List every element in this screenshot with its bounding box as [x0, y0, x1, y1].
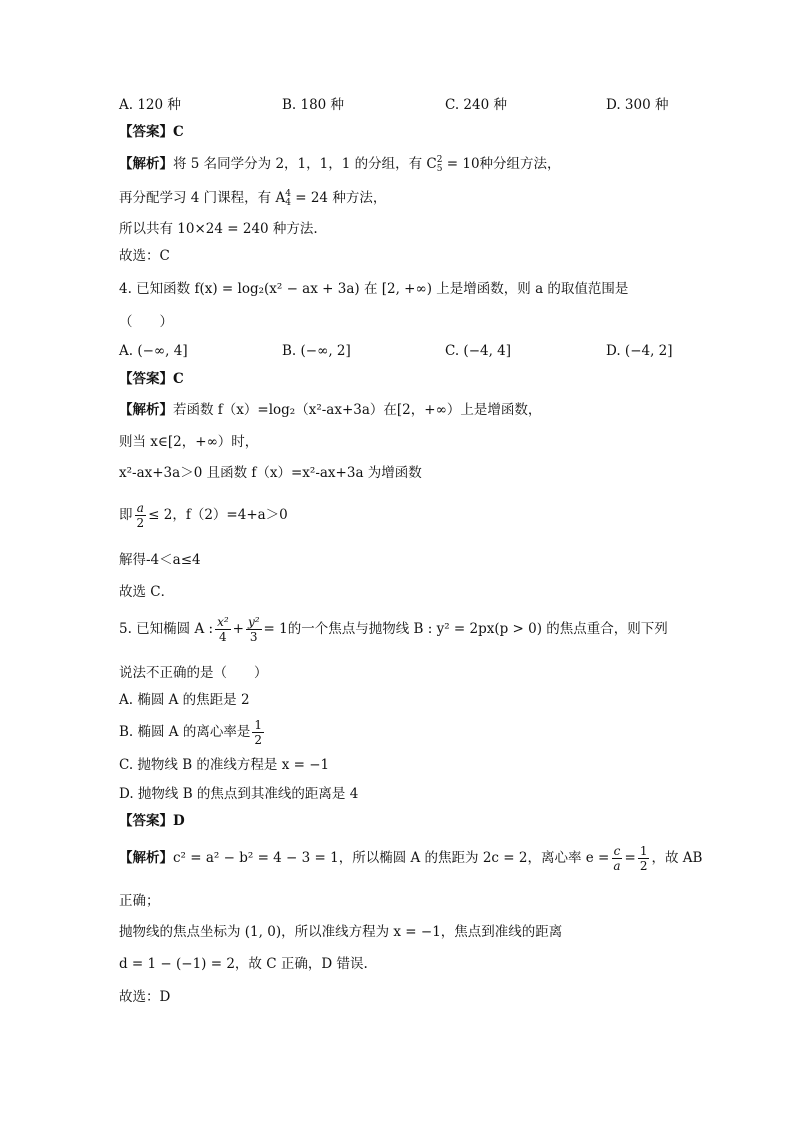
q5-analysis-line-3: 抛物线的焦点坐标为 (1, 0)，所以准线方程为 x = −1，焦点到准线的距离 [119, 924, 563, 940]
q4-fraction [135, 501, 147, 530]
q5-answer: 【答案】D [119, 813, 185, 829]
q5-analysis-line-2: 正确； [119, 893, 160, 909]
q5-fraction-e-num: c [613, 844, 621, 858]
q4-analysis-label: 【解析】 [119, 402, 173, 418]
q4-fraction-den: 2 [136, 516, 145, 530]
q5-fraction-half [638, 844, 650, 873]
q5-analysis-line-1 [119, 843, 702, 873]
q5-option-b-num: 1 [254, 718, 262, 732]
q4-analysis-line-4 [119, 500, 288, 530]
q4-option-b: B. (−∞, 2] [282, 343, 351, 359]
q4-fraction-num: a [136, 501, 144, 515]
q3-comb-sup: 2 [436, 154, 443, 165]
q5-option-b [119, 717, 266, 747]
q5-fraction-half-den: 2 [639, 859, 648, 873]
q4-analysis-text-1: 若函数 f（x）=log₂（x²-ax+3a）在[2，+∞）上是增函数， [173, 402, 542, 418]
q3-option-a: A. 120 种 [119, 97, 181, 113]
q5-option-d: D. 抛物线 B 的焦点到其准线的距离是 4 [119, 786, 359, 802]
q5-fraction-y-num: y² [247, 615, 260, 629]
q3-perm-sup: 4 [285, 188, 291, 199]
q5-option-c: C. 抛物线 B 的准线方程是 x = −1 [119, 757, 330, 773]
q3-conclusion: 故选：C [119, 248, 170, 264]
q5-fraction-e [611, 844, 622, 873]
q5-analysis-line-4: d = 1 − (−1) = 2，故 C 正确，D 错误. [119, 956, 368, 972]
q5-conclusion: 故选：D [119, 989, 171, 1005]
q5-option-b-den: 2 [254, 733, 262, 747]
q4-analysis-4-post: ≤ 2，f（2）=4+a＞0 [148, 507, 288, 523]
q3-analysis-line-2 [119, 189, 386, 208]
q3-analysis-line-1 [119, 155, 561, 174]
q5-fraction-y-den: 3 [249, 630, 258, 644]
q5-option-b-pre: B. 椭圆 A 的离心率是 [119, 724, 251, 740]
q4-analysis-4-pre: 即 [119, 507, 133, 523]
q3-analysis-tail-2: = 24 种方法， [290, 190, 387, 206]
q5-fraction-y [246, 615, 262, 644]
q5-analysis-1-pre: c² = a² − b² = 4 − 3 = 1，所以椭圆 A 的焦距为 2c = 2，离心率 e = [173, 850, 610, 866]
q3-perm-sub: 4 [285, 197, 291, 208]
q5-stem-pre: 5. 已知椭圆 A : [119, 621, 214, 637]
q5-stem-post: = 1的一个焦点与抛物线 B : y² = 2px(p > 0) 的焦点重合，则下列 [263, 621, 668, 637]
q3-option-d: D. 300 种 [606, 97, 669, 113]
q4-option-c: C. (−4, 4] [445, 343, 512, 359]
q5-analysis-1-post: ，故 AB [651, 850, 703, 866]
q4-analysis-line-1 [119, 401, 541, 419]
q3-answer: 【答案】C [119, 124, 184, 140]
q3-analysis-label: 【解析】 [119, 156, 173, 172]
q3-analysis-tail-1: = 10种分组方法， [442, 156, 561, 172]
q4-answer: 【答案】C [119, 371, 184, 387]
q5-fraction-x-num: x² [217, 615, 229, 629]
q3-option-b: B. 180 种 [282, 97, 345, 113]
q3-option-c: C. 240 种 [445, 97, 507, 113]
q5-stem [119, 612, 668, 646]
q4-analysis-line-5: 解得-4＜a≤4 [119, 552, 201, 568]
q5-option-b-fraction [252, 718, 264, 747]
q5-fraction-half-num: 1 [639, 844, 648, 858]
q3-analysis-text-2: 再分配学习 4 门课程，有 A [119, 190, 286, 206]
q5-fraction-x-den: 4 [219, 630, 227, 644]
q3-comb-sub: 5 [436, 163, 443, 174]
q5-analysis-label: 【解析】 [119, 850, 173, 866]
q4-option-d: D. (−4, 2] [606, 343, 673, 359]
q5-fraction-e-den: a [613, 859, 621, 873]
q3-analysis-text-1: 将 5 名同学分为 2，1，1，1 的分组，有 C [173, 156, 437, 172]
q4-stem: 4. 已知函数 f(x) = log₂(x² − ax + 3a) 在 [2, +∞) 上是增函数，则 a 的取值范围是 [119, 281, 629, 297]
q5-stem-2: 说法不正确的是（ ） [119, 665, 268, 681]
q4-option-a: A. (−∞, 4] [119, 343, 188, 359]
q5-analysis-1-eq: = [624, 850, 636, 866]
q4-blank: （ ） [119, 314, 173, 330]
q5-option-a: A. 椭圆 A 的焦距是 2 [119, 692, 250, 708]
q4-analysis-line-3: x²-ax+3a＞0 且函数 f（x）=x²-ax+3a 为增函数 [119, 465, 422, 481]
q5-stem-plus: + [232, 621, 244, 637]
q3-analysis-line-3: 所以共有 10×24 = 240 种方法. [119, 221, 318, 237]
q4-analysis-line-2: 则当 x∈[2，+∞）时， [119, 434, 259, 450]
q5-fraction-x [215, 615, 231, 644]
q4-conclusion: 故选 C． [119, 584, 175, 600]
